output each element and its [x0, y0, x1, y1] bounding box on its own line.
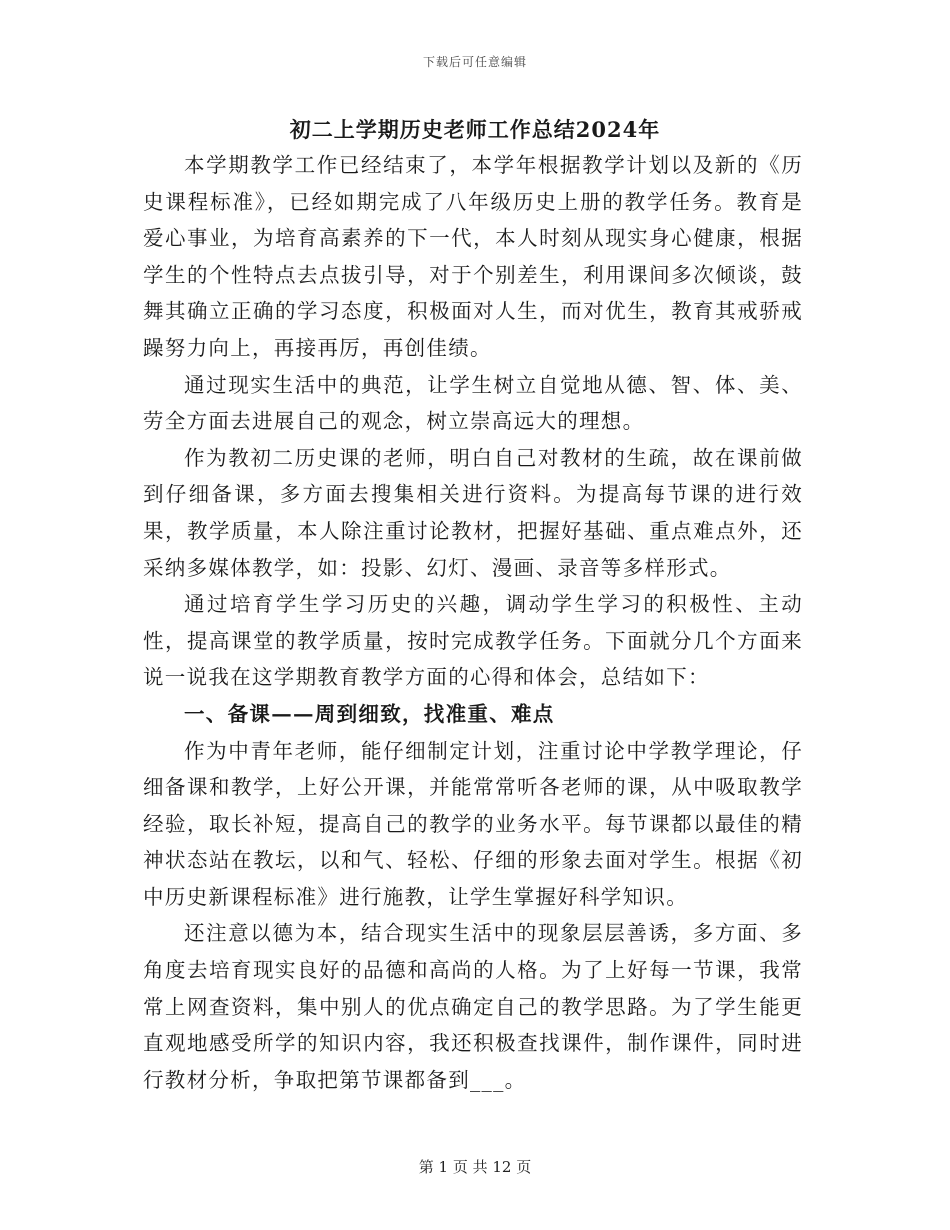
paragraph: 作为中青年老师，能仔细制定计划，注重讨论中学教学理论，仔细备课和教学，上好公开课，并能常常听各老师的课，从中吸取教学经验，取长补短，提高自己的教学的业务水平。每节课都以最佳的精神状态站在教坛，以和气、轻松、仔细的形象去面对学生。根据《初中历史新课程标准》进行施教，让学生掌握好科学知识。: [143, 738, 803, 909]
paragraph: 本学期教学工作已经结束了，本学年根据教学计划以及新的《历史课程标准》，已经如期完成了八年级历史上册的教学任务。教育是爱心事业，为培育高素养的下一代，本人时刻从现实身心健康，根据学生的个性特点去点拔引导，对于个别差生，利用课间多次倾谈，鼓舞其确立正确的学习态度，积极面对人生，而对优生，教育其戒骄戒躁努力向上，再接再厉，再创佳绩。: [143, 153, 803, 360]
paragraph: 还注意以德为本，结合现实生活中的现象层层善诱，多方面、多角度去培育现实良好的品德和高尚的人格。为了上好每一节课，我常常上网查资料，集中别人的优点确定自己的教学思路。为了学生能更直观地感受所学的知识内容，我还积极查找课件，制作课件，同时进行教材分析，争取把第节课都备到___。: [143, 921, 803, 1092]
document-body: [143, 147, 803, 1098]
header-note: 下载后可任意编辑: [422, 55, 527, 69]
paragraph: 作为教初二历史课的老师，明白自己对教材的生疏，故在课前做到仔细备课，多方面去搜集相关进行资料。为提高每节课的进行效果，教学质量，本人除注重讨论教材，把握好基础、重点难点外，还采纳多媒体教学，如：投影、幻灯、漫画、录音等多样形式。: [143, 445, 803, 580]
paragraph: 通过培育学生学习历史的兴趣，调动学生学习的积极性、主动性，提高课堂的教学质量，按时完成教学任务。下面就分几个方面来说一说我在这学期教育教学方面的心得和体会，总结如下：: [143, 592, 803, 690]
paragraph: 通过现实生活中的典范，让学生树立自觉地从德、智、体、美、劳全方面去进展自己的观念，树立崇高远大的理想。: [143, 372, 803, 434]
section-heading: 一、备课——周到细致，找准重、难点: [184, 701, 555, 726]
document-title: 初二上学期历史老师工作总结2024年: [289, 117, 661, 142]
page-footer: 第 1 页 共 12 页: [418, 1158, 532, 1176]
